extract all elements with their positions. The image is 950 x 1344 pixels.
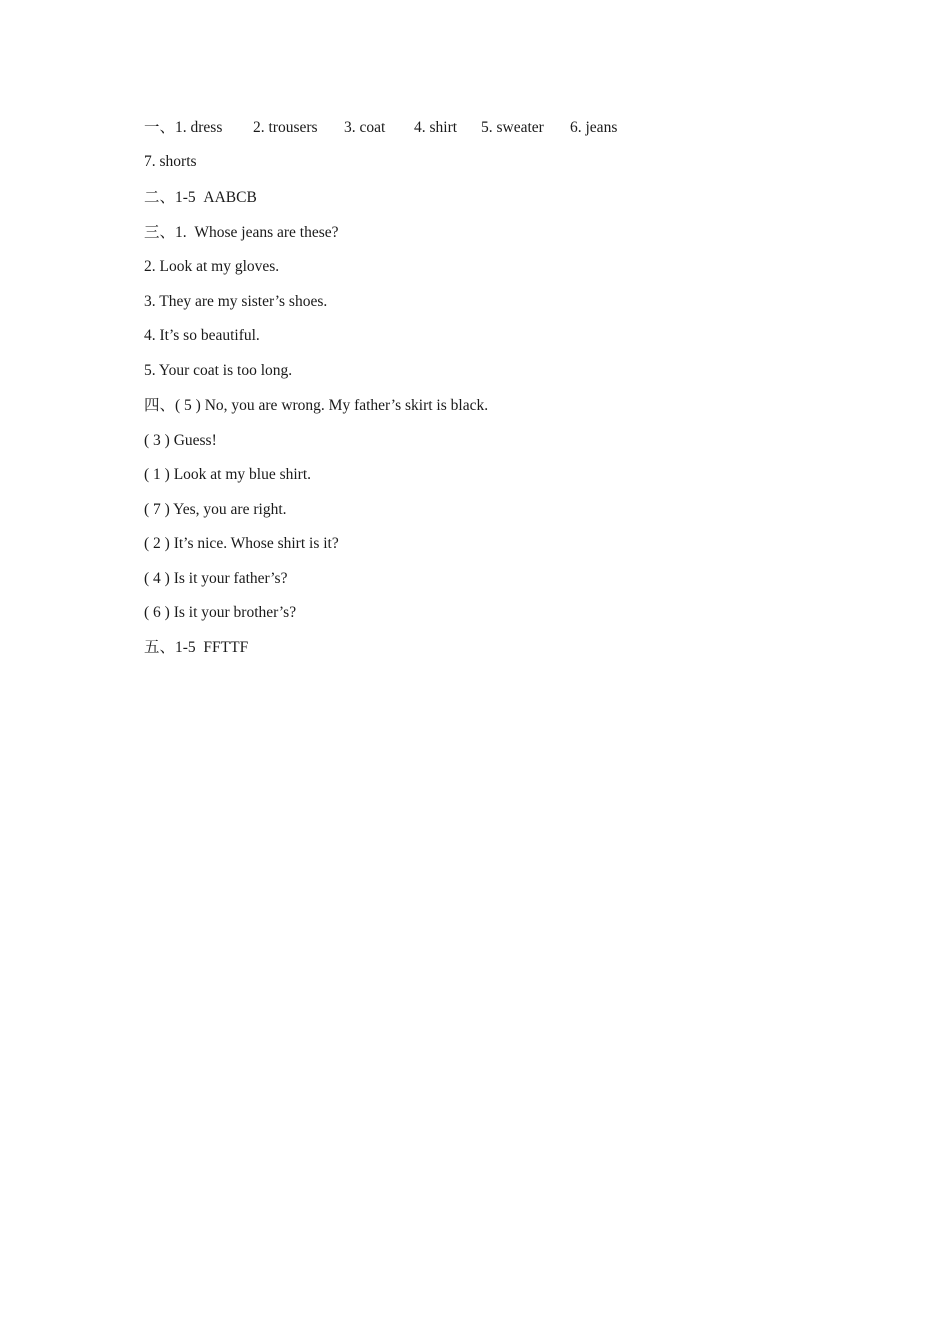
answer-1: 一、1. dress [144, 119, 223, 136]
answer-4: 4. shirt [414, 119, 458, 136]
answer-2: 2. trousers [253, 119, 318, 136]
section-5-answers: 五、1-5 FFTTF [144, 639, 249, 656]
section-4-line-1: 四、( 5 ) No, you are wrong. My father’s skirt is black. [144, 397, 489, 414]
answer-3: 3. coat [344, 119, 386, 136]
section-2-answers: 二、1-5 AABCB [144, 189, 257, 206]
section-3-line-4: 4. It’s so beautiful. [144, 327, 260, 344]
section-3-line-3: 3. They are my sister’s shoes. [144, 293, 328, 310]
answer-6: 6. jeans [570, 119, 618, 136]
section-3-line-5: 5. Your coat is too long. [144, 362, 293, 379]
answer-7: 7. shorts [144, 153, 197, 170]
section-4-line-3: ( 1 ) Look at my blue shirt. [144, 466, 312, 483]
section-4-line-2: ( 3 ) Guess! [144, 432, 217, 449]
section-4-line-7: ( 6 ) Is it your brother’s? [144, 604, 297, 621]
section-4-line-6: ( 4 ) Is it your father’s? [144, 570, 288, 587]
section-4-line-4: ( 7 ) Yes, you are right. [144, 501, 287, 518]
section-3-line-2: 2. Look at my gloves. [144, 258, 280, 275]
section-1-answers [144, 118, 630, 138]
section-3-line-1: 三、1. Whose jeans are these? [144, 224, 339, 241]
answer-5: 5. sweater [481, 119, 544, 136]
section-4-line-5: ( 2 ) It’s nice. Whose shirt is it? [144, 535, 339, 552]
